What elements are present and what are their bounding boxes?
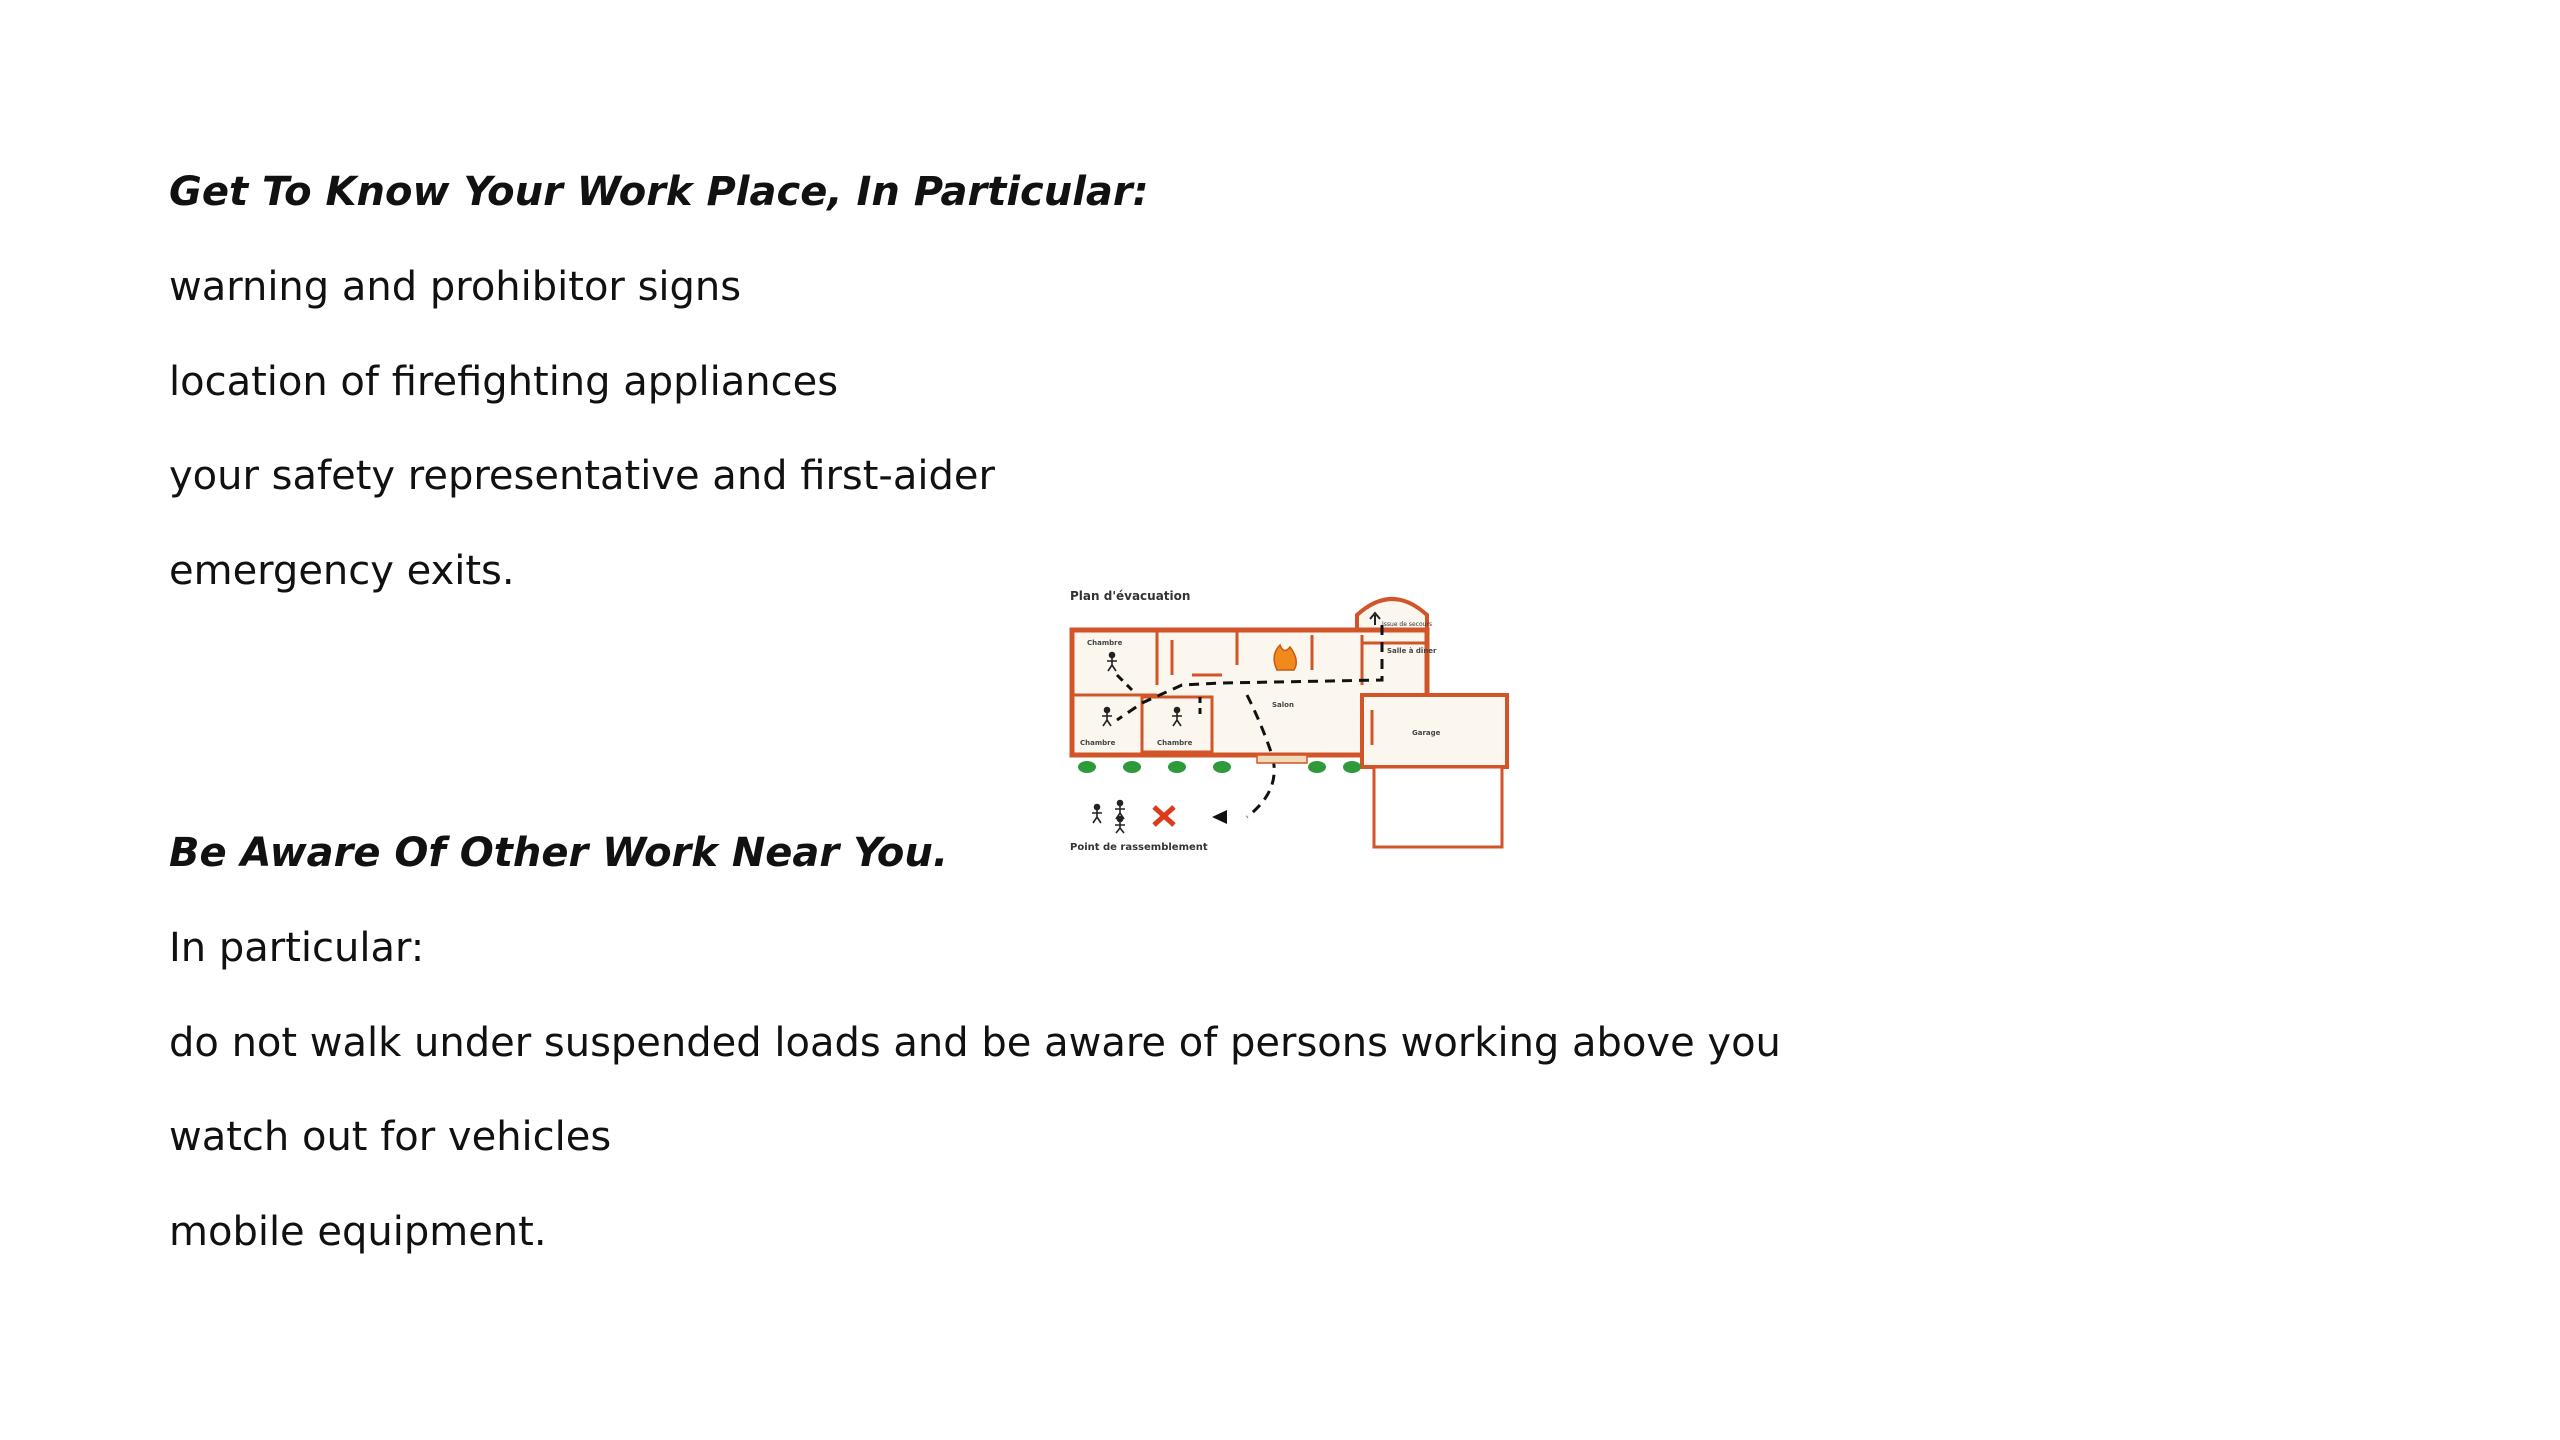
list-item: mobile equipment. — [169, 1209, 547, 1255]
room-label: Chambre — [1087, 639, 1123, 647]
room-label: Garage — [1412, 729, 1441, 737]
assembly-point-label: Point de rassemblement — [1070, 842, 1208, 853]
section-heading-workplace: Get To Know Your Work Place, In Particular: — [169, 169, 1149, 215]
plan-title: Plan d'évacuation — [1070, 589, 1191, 603]
route-arrow-icon — [1212, 810, 1227, 824]
list-item: do not walk under suspended loads and be aware of persons working above you — [169, 1020, 1781, 1066]
room-label: Salle à dîner — [1387, 647, 1437, 655]
room-label: Chambre — [1157, 739, 1193, 747]
room-label: Chambre — [1080, 739, 1116, 747]
tree-icon — [1078, 761, 1361, 773]
section-intro: In particular: — [169, 925, 425, 971]
annex-block — [1374, 767, 1502, 847]
list-item: emergency exits. — [169, 548, 515, 594]
room-label: Salon — [1272, 701, 1294, 709]
section-heading-other-work: Be Aware Of Other Work Near You. — [169, 830, 949, 876]
list-item: your safety representative and first-aider — [169, 453, 995, 499]
assembly-cross-icon — [1154, 807, 1174, 825]
people-group-icon — [1092, 801, 1125, 834]
evacuation-plan-image — [1062, 585, 1532, 855]
exit-sign-label: Issue de secours — [1382, 621, 1433, 628]
list-item: location of firefighting appliances — [169, 359, 839, 405]
list-item: watch out for vehicles — [169, 1114, 612, 1160]
list-item: warning and prohibitor signs — [169, 264, 742, 310]
